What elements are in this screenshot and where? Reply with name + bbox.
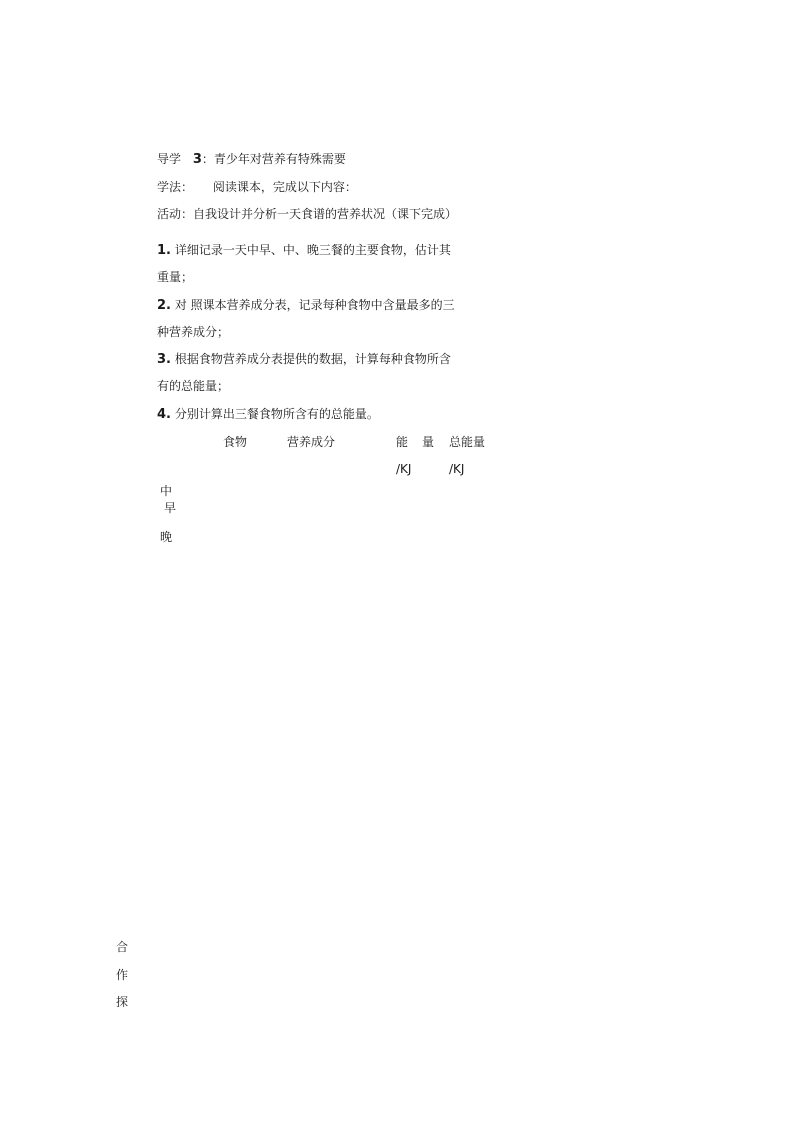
step-4 bbox=[157, 407, 379, 422]
row-label-zhong: 中 bbox=[160, 484, 173, 498]
step-text: 根据食物营养成分表提供的数据，计算每种食物所含 bbox=[174, 352, 451, 366]
step-2 bbox=[157, 298, 455, 313]
method-text: 阅读课本，完成以下内容： bbox=[212, 180, 357, 194]
header-energy-a: 能 bbox=[396, 435, 409, 449]
step-number: 1. bbox=[157, 243, 171, 258]
step-1-cont: 重量； bbox=[157, 270, 194, 284]
row-label-zao: 早 bbox=[164, 501, 177, 515]
sidebar-char: 探 bbox=[116, 995, 129, 1009]
sidebar-char: 作 bbox=[116, 968, 129, 982]
step-1 bbox=[157, 243, 451, 258]
sidebar-char: 合 bbox=[116, 940, 129, 954]
method-line bbox=[157, 180, 357, 194]
step-text: 对 照课本营养成分表，记录每种食物中含量最多的三 bbox=[174, 298, 455, 312]
step-3-cont: 有的总能量； bbox=[157, 379, 230, 393]
activity-line: 活动：自我设计并分析一天食谱的营养状况（课下完成） bbox=[157, 207, 458, 221]
guide-label: 导学 bbox=[157, 152, 182, 166]
row-label-wan: 晚 bbox=[160, 530, 173, 544]
step-3 bbox=[157, 352, 451, 367]
method-label: 学法： bbox=[157, 180, 194, 194]
guide-title: ：青少年对营养有特殊需要 bbox=[201, 152, 346, 166]
step-number: 4. bbox=[157, 407, 171, 422]
step-number: 2. bbox=[157, 298, 171, 313]
header-energy-unit: /KJ bbox=[396, 462, 412, 476]
header-total-energy: 总能量 bbox=[449, 435, 486, 449]
step-text: 分别计算出三餐食物所含有的总能量。 bbox=[174, 407, 379, 421]
header-energy-b: 量 bbox=[422, 435, 435, 449]
step-number: 3. bbox=[157, 352, 171, 367]
step-text: 详细记录一天中早、中、晚三餐的主要食物，估计其 bbox=[174, 243, 451, 257]
header-food: 食物 bbox=[223, 435, 248, 449]
guide-number: 3 bbox=[192, 152, 202, 167]
guide-heading bbox=[157, 152, 346, 167]
header-total-unit: /KJ bbox=[449, 462, 465, 476]
step-2-cont: 种营养成分； bbox=[157, 325, 230, 339]
header-nutrients: 营养成分 bbox=[287, 435, 336, 449]
